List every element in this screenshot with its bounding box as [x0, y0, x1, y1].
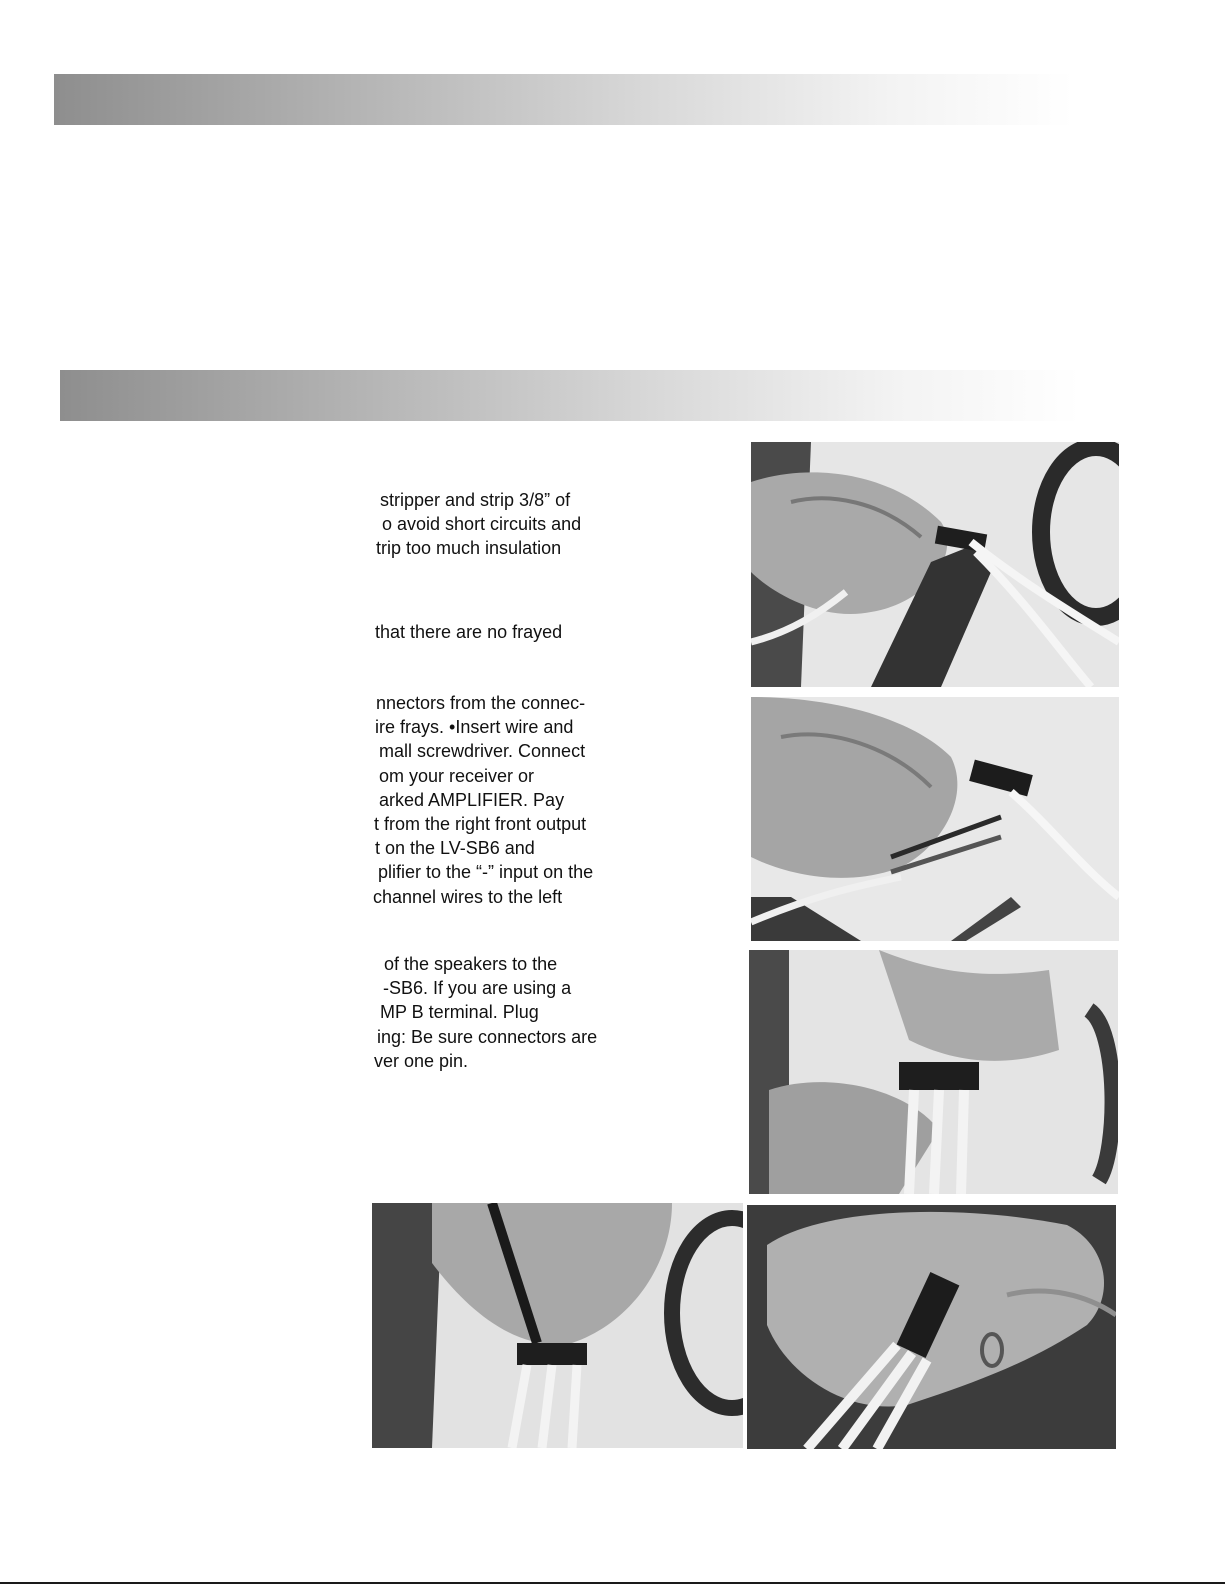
- section-header-bar: [60, 370, 1080, 421]
- instruction-line: o avoid short circuits and: [382, 514, 582, 535]
- connector-plug-photo: [749, 950, 1118, 1194]
- instruction-line: plifier to the “-” input on the: [378, 862, 594, 883]
- screwdriver-terminal-photo: [372, 1203, 743, 1448]
- wire-stripper-photo: [751, 442, 1119, 687]
- instruction-line: that there are no frayed: [375, 622, 563, 642]
- instruction-line: ver one pin.: [374, 1050, 469, 1071]
- instruction-line: ire frays. •Insert wire and: [375, 717, 574, 738]
- instruction-line: nnectors from the connec-: [376, 693, 586, 713]
- instruction-step-speakers: [340, 952, 640, 1073]
- instruction-line: trip too much insulation: [376, 538, 562, 559]
- instruction-line: ing: Be sure connectors are: [377, 1026, 598, 1047]
- stripped-wires-photo: [751, 697, 1119, 941]
- instruction-step-check: [340, 620, 640, 644]
- instruction-step-connect: [340, 691, 640, 909]
- instruction-line: MP B terminal. Plug: [380, 1002, 539, 1023]
- instruction-line: t on the LV-SB6 and: [375, 838, 535, 859]
- instruction-line: stripper and strip 3/8” of: [380, 490, 571, 510]
- instruction-line: -SB6. If you are using a: [383, 978, 572, 999]
- instruction-step-strip: [340, 488, 640, 561]
- instruction-line: of the speakers to the: [384, 954, 558, 974]
- instruction-line: om your receiver or: [379, 765, 535, 786]
- connector-in-palm-photo: [747, 1205, 1116, 1449]
- footer-rule: [0, 1582, 1225, 1584]
- instruction-line: arked AMPLIFIER. Pay: [379, 789, 565, 810]
- instruction-line: mall screwdriver. Connect: [379, 741, 586, 762]
- instruction-line: channel wires to the left: [373, 886, 563, 907]
- instruction-line: t from the right front output: [374, 814, 587, 835]
- section-header-bar: [54, 74, 1074, 125]
